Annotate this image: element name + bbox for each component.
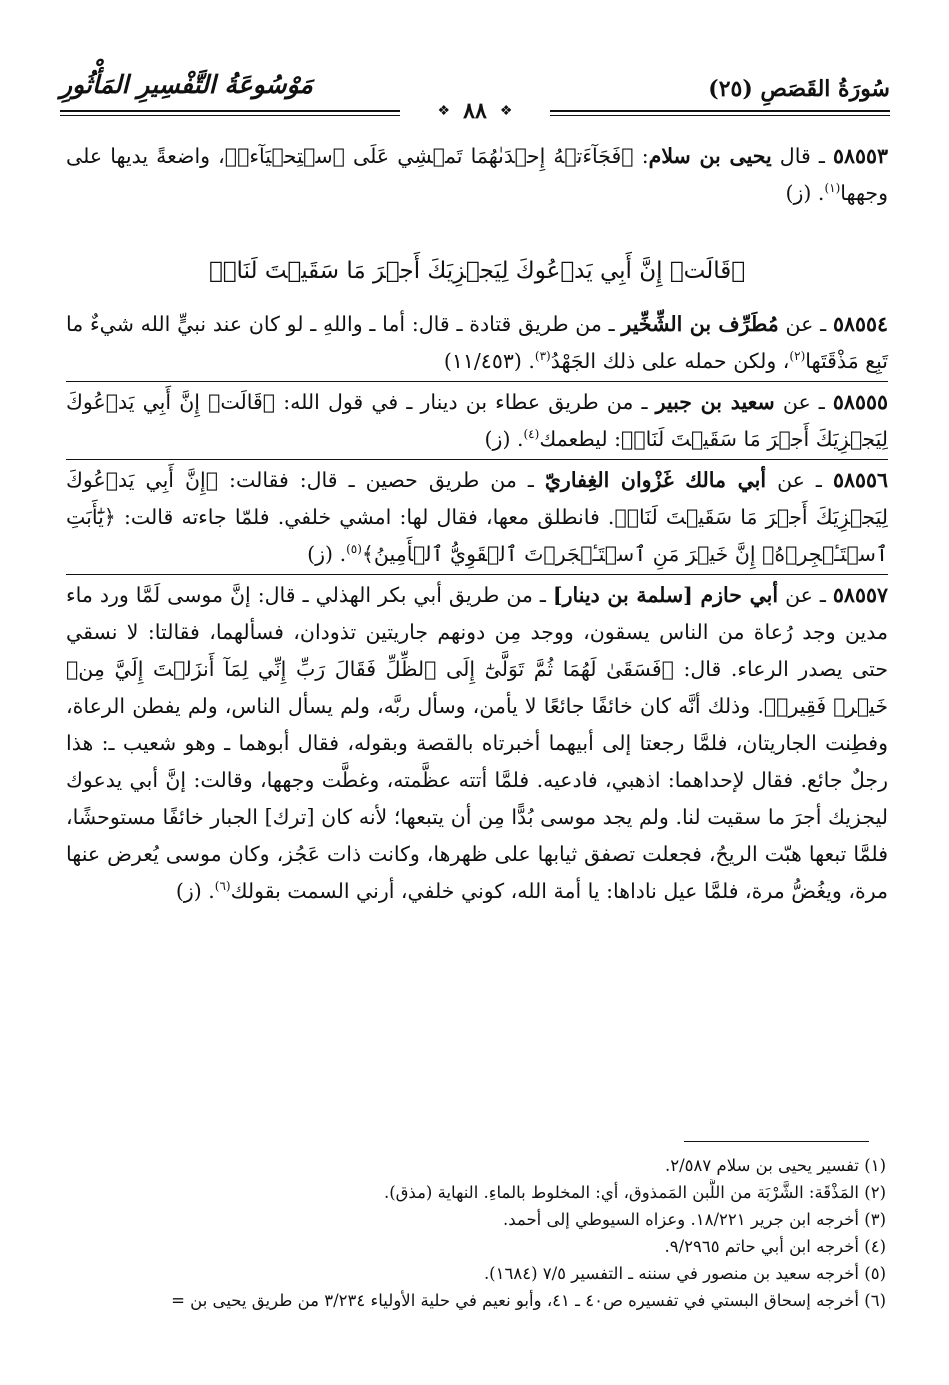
footnote-3: (٣) أخرجه ابن جرير ١٨/٢٢١. وعزاه السيوطي إلى أحمد. [503, 1210, 886, 1229]
narration-number: ٥٨٥٥٤ [832, 312, 888, 336]
narration-text: ـ من طريق عطاء بن دينار ـ في قول الله: [275, 390, 656, 414]
source-code: . (ز) [785, 181, 825, 205]
source-code: . (ز) [484, 427, 524, 451]
narration-58555 [66, 384, 888, 458]
paragraph-divider [66, 574, 888, 575]
narration-number: ٥٨٥٥٦ [832, 468, 888, 492]
narration-number: ٥٨٥٥٥ [832, 390, 888, 414]
narration-58556 [66, 462, 888, 573]
narrator-name: أبي مالك غَزْوان الغِفاريّ [544, 468, 767, 492]
narration-text: . وذلك أنَّه كان خائفًا جائعًا لا يأمن، وسأل ربَّه، ولم يسأل الناس، ولم يفطن الرعاة، وفطِنت الجاريتان، فلمَّا رجعتا إلى أبيهما أخبرتاه بالقصة وبقوله، فقال أبوهما ـ وهو شعيب ـ: هذا رجلٌ جائع. فقال لإحداهما: اذهبي، فادعيه. فلمَّا أتته عظَّمته، وغطَّت وجهها، وقالت: إنَّ أبي يدعوك ليجزيك أجرَ ما سقيت لنا. ولم يجد موسى بُدًّا مِن أن يتبعها؛ لأنه كان [ترك] الجبار خائفًا مستوحشًا، فلمَّا تبعها هبّت الريحُ، فجعلت تصفق ثيابها على ظهرها، وكانت ذات عَجُز، وكان موسى يُعرض عنها مرة، ويغُضُّ مرة، فلمَّا عيل ناداها: يا أمة الله، كوني خلفي، أرني السمت بقولك [66, 694, 888, 903]
narration-number: ٥٨٥٥٧ [832, 583, 888, 607]
narration-58554 [66, 306, 888, 380]
narration-text: ، ولكن حمله على ذلك الجَهْدُ [550, 349, 790, 373]
page-number-box [400, 98, 550, 124]
footnote-ref[interactable]: (٣) [534, 349, 551, 364]
narration-text: ـ من طريق أبي بكر الهذلي ـ قال: إنَّ موسى لَمَّا ورد ماء مدين وجد رُعاة من الناس يسقون، ووجد مِن دونهم جاريتين تذودان، فسألهما، فقالتا: لا نسقي حتى يصدر الرعاء. قال: [66, 583, 888, 681]
paragraph-divider [66, 381, 888, 382]
narration-text: . فانطلق معها، فقال لها: امشي خلفي. فلمّا جاءته قالت: [115, 505, 615, 529]
footnote-6: (٦) أخرجه إسحاق البستي في تفسيره ص٤٠ ـ ٤١، وأبو نعيم في حلية الأولياء ٣/٢٣٤ من طريق يحيى بن = [171, 1291, 886, 1310]
narration-text: : ليطعمك [539, 427, 622, 451]
narration-number: ٥٨٥٥٣ [832, 144, 889, 168]
quran-verse: ﴿يَٰٓأَبَتِ ٱسۡتَـٔۡجِرۡهُۖ إِنَّ خَيۡرَ مَنِ ٱسۡتَـٔۡجَرۡتَ ٱلۡقَوِيُّ ٱلۡأَمِينُ﴾ [66, 505, 888, 566]
footnote-ref[interactable]: (٦) [214, 879, 231, 894]
narration-text: ، واضعةً يديها على وجهها [66, 144, 888, 205]
footnote-ref[interactable]: (٤) [523, 427, 540, 442]
narration-lead: ـ عن [774, 390, 833, 414]
page-header [60, 62, 890, 122]
narration-lead: ـ عن [766, 468, 833, 492]
verse-heading: ﴿قَالَتۡ إِنَّ أَبِي يَدۡعُوكَ لِيَجۡزِيَكَ أَجۡرَ مَا سَقَيۡتَ لَنَاۚ﴾ [208, 258, 746, 284]
main-text [66, 138, 888, 914]
paragraph-divider [66, 459, 888, 460]
source-code: . (ز) [175, 879, 215, 903]
narrator-name: يحيى بن سلام [648, 144, 772, 168]
narrator-name: أبي حازم [سلمة بن دينار] [552, 583, 779, 607]
narrator-name: سعيد بن جبير [655, 390, 775, 414]
footnotes [66, 1152, 886, 1314]
ornament-left-icon: ❖ [437, 103, 451, 119]
quran-verse: ﴿إِنَّ أَبِي يَدۡعُوكَ لِيَجۡزِيَكَ أَجۡرَ مَا سَقَيۡتَ لَنَاۚ﴾ [66, 468, 888, 529]
footnote-2: (٢) المَذْقَة: الشَّرْبَة من اللَّبن المَمذوق، أي: المخلوط بالماءِ. النهاية (مذق). [383, 1183, 886, 1202]
narration-58557 [66, 577, 888, 910]
footnote-1: (١) تفسير يحيى بن سلام ٢/٥٨٧. [665, 1156, 886, 1175]
narration-text: ـ من طريق قتادة ـ قال: أما ـ واللهِ ـ لو كان عند نبيٍّ الله شيءٌ ما تَبِع مَذْقَتَها [66, 312, 888, 373]
source-code: . (ز) [307, 542, 347, 566]
page-number: ٨٨ [463, 98, 487, 124]
quran-verse: ﴿فَسَقَىٰ لَهُمَا ثُمَّ تَوَلَّىٰٓ إِلَى ٱلظِّلِّ فَقَالَ رَبِّ إِنِّي لِمَآ أَنزَلۡتَ إِلَيَّ مِنۡ خَيۡرٖ فَقِيرٞ﴾ [66, 657, 889, 718]
footnote-ref[interactable]: (٢) [789, 349, 806, 364]
footnote-5: (٥) أخرجه سعيد بن منصور في سننه ـ التفسير ٧/٥ (١٦٨٤). [483, 1264, 886, 1283]
source-code: . (١١/٤٥٣) [443, 349, 535, 373]
narration-58553 [66, 138, 888, 212]
footnote-ref[interactable]: (٥) [346, 542, 362, 557]
quran-verse: ﴿قَالَتۡ إِنَّ أَبِي يَدۡعُوكَ لِيَجۡزِيَكَ أَجۡرَ مَا سَقَيۡتَ لَنَاۚ﴾ [66, 390, 888, 451]
footnote-separator [684, 1141, 869, 1142]
quran-verse: ﴿فَجَآءَتۡهُ إِحۡدَىٰهُمَا تَمۡشِي عَلَى ٱسۡتِحۡيَآءٖ﴾ [224, 144, 634, 168]
narration-text: : [633, 144, 649, 168]
narration-lead: ـ عن [778, 312, 833, 336]
footnote-4: (٤) أخرجه ابن أبي حاتم ٩/٢٩٦٥. [664, 1237, 886, 1256]
narration-lead: ـ قال [771, 144, 833, 168]
book-title: مَوْسُوعَةُ التَّفْسِيرِ المَأْثُورِ [60, 70, 313, 99]
ornament-right-icon: ❖ [499, 103, 513, 119]
footnote-ref[interactable]: (١) [824, 181, 841, 196]
narrator-name: مُطَرِّف بن الشِّخِّير [621, 312, 779, 336]
surah-title: سُورَةُ القَصَصِ (٢٥) [708, 76, 890, 102]
narration-lead: ـ عن [778, 583, 833, 607]
narration-text: ـ من طريق حصين ـ قال: فقالت: [218, 468, 545, 492]
